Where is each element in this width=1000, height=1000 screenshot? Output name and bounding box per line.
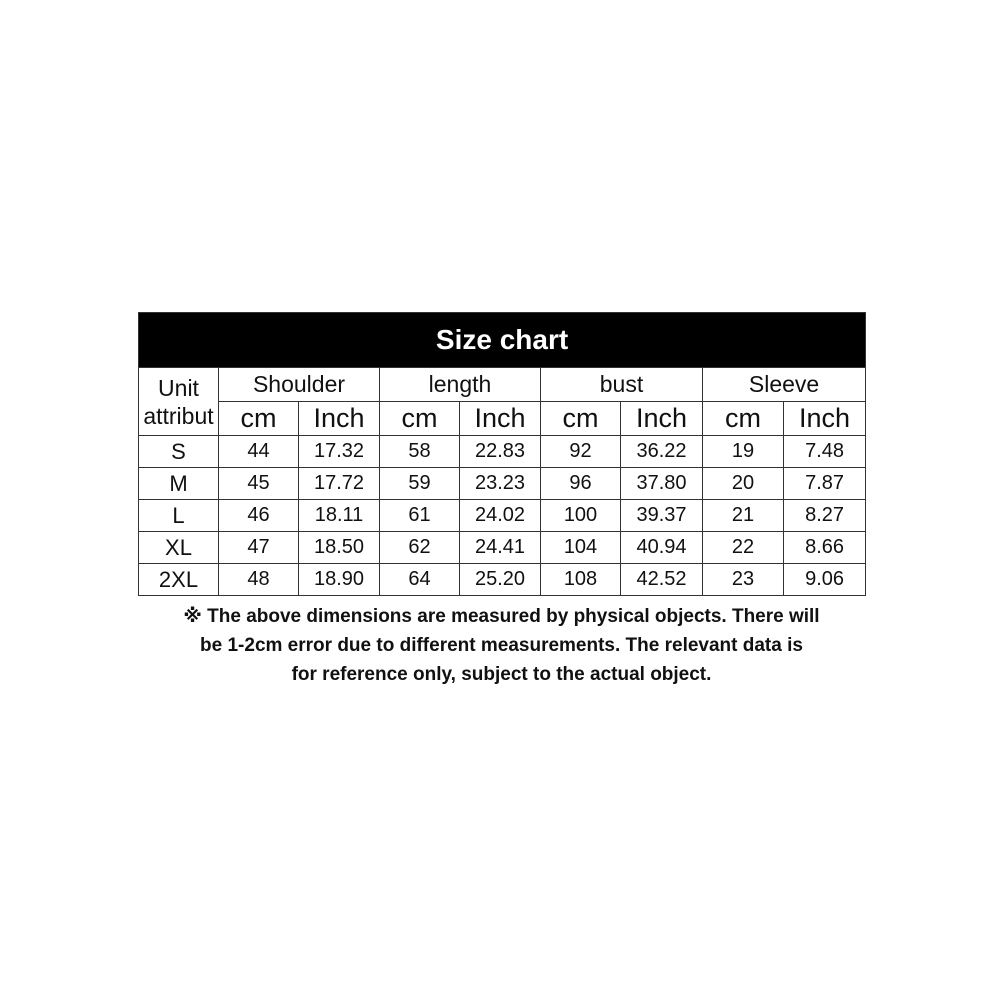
table-cell: 22.83 [460, 436, 541, 468]
note-line: ※ The above dimensions are measured by physical objects. There will [183, 606, 820, 627]
table-cell: 40.94 [621, 532, 703, 564]
table-cell: 58 [380, 436, 460, 468]
unit-header: cm [219, 402, 299, 436]
table-cell: 25.20 [460, 564, 541, 596]
table-cell: 61 [380, 500, 460, 532]
unit-header: Inch [621, 402, 703, 436]
table-cell: 64 [380, 564, 460, 596]
group-header-length: length [380, 368, 541, 402]
unit-label: Unit [158, 374, 199, 401]
size-label: L [139, 500, 219, 532]
unit-header: Inch [784, 402, 866, 436]
group-header-sleeve: Sleeve [703, 368, 866, 402]
size-label: M [139, 468, 219, 500]
table-cell: 47 [219, 532, 299, 564]
unit-header: cm [380, 402, 460, 436]
chart-title: Size chart [139, 313, 866, 368]
table-cell: 39.37 [621, 500, 703, 532]
unit-header: cm [703, 402, 784, 436]
table-row [139, 436, 866, 468]
table-cell: 17.72 [299, 468, 380, 500]
note-line: for reference only, subject to the actual object. [291, 664, 712, 685]
unit-header: cm [541, 402, 621, 436]
group-header-bust: bust [541, 368, 703, 402]
table-cell: 22 [703, 532, 784, 564]
unit-attribute-cell [139, 368, 219, 436]
table-cell: 48 [219, 564, 299, 596]
table-cell: 45 [219, 468, 299, 500]
table-cell: 59 [380, 468, 460, 500]
unit-header: Inch [299, 402, 380, 436]
table-cell: 18.50 [299, 532, 380, 564]
table-cell: 18.90 [299, 564, 380, 596]
size-label: XL [139, 532, 219, 564]
group-header-row [139, 368, 866, 402]
size-table [138, 312, 866, 596]
note-line: be 1-2cm error due to different measurements. The relevant data is [200, 635, 803, 656]
attribute-label: attribut [143, 402, 214, 429]
table-cell: 37.80 [621, 468, 703, 500]
table-cell: 7.87 [784, 468, 866, 500]
measurement-note [138, 602, 865, 689]
unit-header: Inch [460, 402, 541, 436]
table-cell: 36.22 [621, 436, 703, 468]
table-cell: 8.66 [784, 532, 866, 564]
table-cell: 9.06 [784, 564, 866, 596]
unit-header-row [139, 402, 866, 436]
size-label: S [139, 436, 219, 468]
table-cell: 21 [703, 500, 784, 532]
table-cell: 24.41 [460, 532, 541, 564]
table-cell: 62 [380, 532, 460, 564]
size-chart [138, 312, 865, 689]
table-cell: 19 [703, 436, 784, 468]
table-cell: 8.27 [784, 500, 866, 532]
table-cell: 7.48 [784, 436, 866, 468]
table-cell: 42.52 [621, 564, 703, 596]
title-row [139, 313, 866, 368]
size-label: 2XL [139, 564, 219, 596]
table-row [139, 564, 866, 596]
table-row [139, 532, 866, 564]
table-cell: 44 [219, 436, 299, 468]
table-cell: 100 [541, 500, 621, 532]
table-cell: 23 [703, 564, 784, 596]
table-row [139, 500, 866, 532]
table-cell: 96 [541, 468, 621, 500]
table-cell: 17.32 [299, 436, 380, 468]
table-cell: 108 [541, 564, 621, 596]
table-cell: 23.23 [460, 468, 541, 500]
table-cell: 46 [219, 500, 299, 532]
table-row [139, 468, 866, 500]
table-cell: 18.11 [299, 500, 380, 532]
table-cell: 92 [541, 436, 621, 468]
group-header-shoulder: Shoulder [219, 368, 380, 402]
table-cell: 20 [703, 468, 784, 500]
table-cell: 104 [541, 532, 621, 564]
table-cell: 24.02 [460, 500, 541, 532]
